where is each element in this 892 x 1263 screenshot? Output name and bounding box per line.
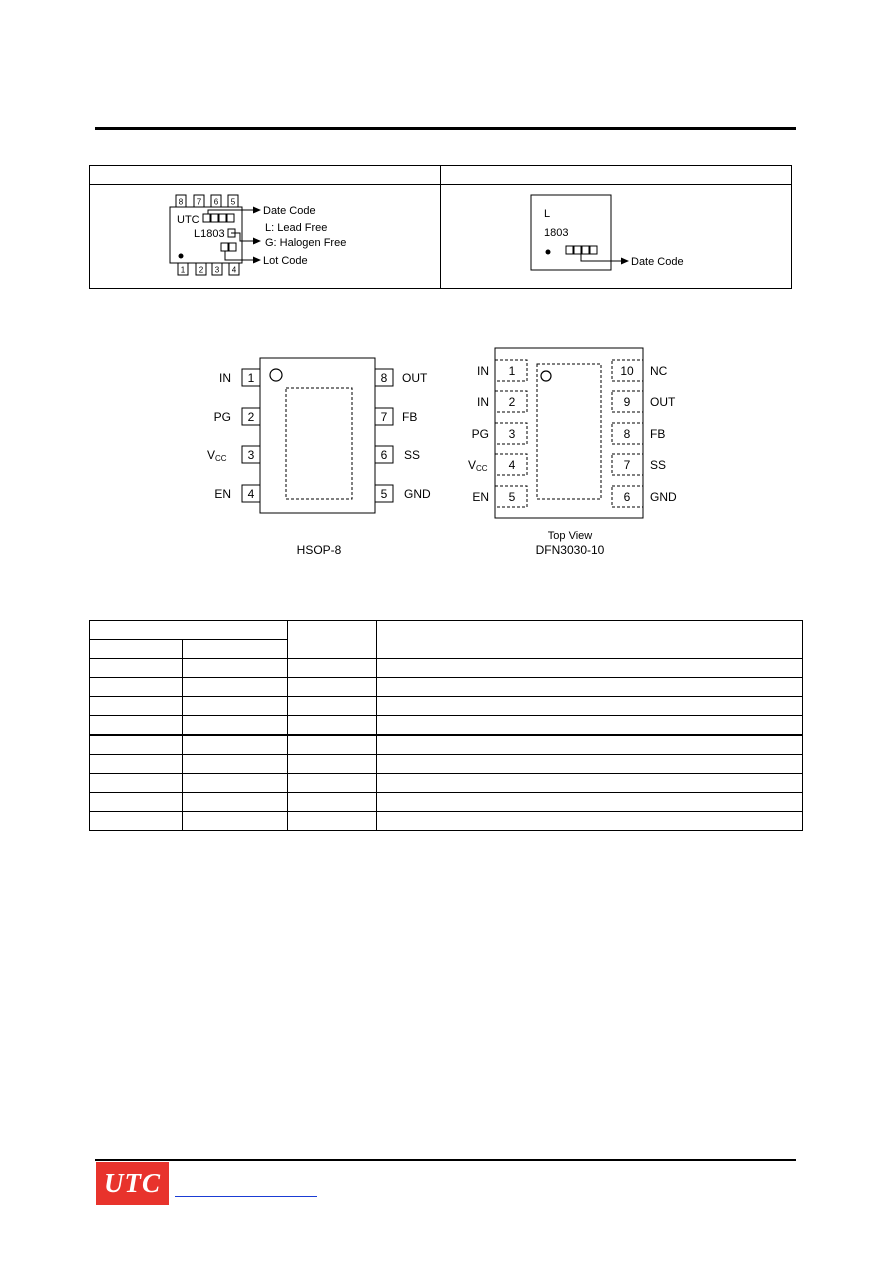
table-row	[90, 812, 803, 831]
hsop-pin-number: 4	[247, 487, 255, 501]
dfn-marking-diagram	[441, 185, 791, 283]
dfn-pin-number: 10	[620, 364, 634, 378]
hsop-marking-line1: UTC	[177, 214, 200, 226]
footer-rule	[95, 1159, 796, 1161]
dfn-pin-number: 3	[508, 427, 516, 441]
pin-table-header-dfn	[183, 640, 288, 659]
dfn-pin-name-vcc	[468, 458, 488, 473]
dfn-callout-arrowhead	[621, 258, 629, 265]
table-row	[90, 774, 803, 793]
hsop-pin-number: 2	[247, 410, 255, 424]
hsop-pin-name: OUT	[402, 371, 428, 385]
hsop8-package	[207, 358, 431, 557]
website-link[interactable]	[175, 1196, 317, 1197]
dfn-pin-number: 4	[508, 458, 516, 472]
hsop-pin-name: IN	[219, 371, 231, 385]
pin-table-header-name	[288, 621, 377, 659]
hsop-marking-line2: L1803	[194, 228, 225, 240]
table-row	[90, 793, 803, 812]
hsop-pin-name: FB	[402, 410, 418, 424]
hsop-pin-number: 8	[380, 371, 388, 385]
vcc-main: V	[207, 448, 216, 462]
pin-configuration	[0, 330, 892, 570]
callout-arrowheads	[253, 207, 261, 264]
marking-cell-dfn	[441, 185, 792, 289]
utc-logo-text: UTC	[104, 1168, 161, 1198]
marking-header-dfn	[441, 166, 792, 185]
dfn-pin-name: GND	[650, 490, 677, 504]
dfn-pin-name: SS	[650, 458, 667, 472]
hsop-top-pin: 6	[213, 197, 219, 207]
hsop-pin-number: 1	[247, 371, 255, 385]
lot-code-label: Lot Code	[263, 255, 308, 267]
dfn-marking-line2: 1803	[544, 227, 569, 239]
dfn-pin-name: NC	[650, 364, 668, 378]
table-row	[90, 735, 803, 755]
header-rule	[95, 127, 796, 130]
pin1-dot	[179, 254, 184, 259]
hsop-pin-name: EN	[214, 487, 231, 501]
pin-table-header-pinno	[90, 621, 288, 640]
hsop-pin-name: GND	[404, 487, 431, 501]
dfn3030-package	[468, 348, 677, 557]
hsop-pin-number: 5	[380, 487, 388, 501]
pin-description-table	[89, 620, 803, 831]
table-row	[90, 716, 803, 736]
hsop-top-pin: 8	[178, 197, 184, 207]
halogen-free-label: G: Halogen Free	[265, 237, 347, 249]
pin-table-header-desc	[377, 621, 803, 659]
lead-free-label: L: Lead Free	[265, 222, 328, 234]
dfn-marking-line1: L	[544, 208, 551, 220]
hsop-marking-bottom-pins	[178, 263, 239, 275]
hsop-bottom-pin: 4	[231, 265, 237, 275]
table-row	[90, 697, 803, 716]
table-row	[90, 678, 803, 697]
hsop-marking-top-pins	[176, 195, 238, 207]
dfn-date-code-label: Date Code	[631, 256, 684, 268]
dfn-pin-number: 9	[623, 395, 631, 409]
dfn-pin-name: PG	[471, 427, 489, 441]
table-row	[90, 755, 803, 774]
utc-logo	[96, 1162, 169, 1205]
dfn-pin-name: IN	[477, 364, 489, 378]
marking-table	[89, 165, 792, 289]
hsop8-caption: HSOP-8	[296, 543, 342, 557]
hsop-bottom-pin: 2	[198, 265, 204, 275]
dfn-pin-name: FB	[650, 427, 666, 441]
hsop-bottom-pin: 1	[180, 265, 186, 275]
vcc-main: V	[468, 458, 477, 472]
table-row	[90, 659, 803, 678]
pin1-dot	[546, 250, 551, 255]
dfn-pin-name: EN	[472, 490, 489, 504]
dfn-marking-body	[531, 195, 611, 270]
dfn-caption: DFN3030-10	[535, 543, 605, 557]
dfn-pin-name: OUT	[650, 395, 676, 409]
pin-table-header-hsop	[90, 640, 183, 659]
dfn-pin-number: 2	[508, 395, 516, 409]
dfn-pin-number: 7	[623, 458, 631, 472]
dfn-pin-number: 6	[623, 490, 631, 504]
dfn-pin-number: 1	[508, 364, 516, 378]
dfn-view-label: Top View	[547, 530, 593, 542]
dfn-pin-number: 5	[508, 490, 516, 504]
hsop-pin-name: SS	[404, 448, 421, 462]
hsop-top-pin: 5	[230, 197, 236, 207]
hsop-marking-diagram	[90, 185, 440, 283]
marking-cell-hsop	[90, 185, 441, 289]
hsop-pin-number: 3	[247, 448, 255, 462]
vcc-sub: CC	[476, 464, 488, 473]
hsop-pin-number: 7	[380, 410, 388, 424]
dfn-pin-number: 8	[623, 427, 631, 441]
vcc-sub: CC	[215, 454, 227, 463]
hsop-top-pin: 7	[196, 197, 202, 207]
hsop-pin-name: PG	[213, 410, 231, 424]
dfn-pin-name: IN	[477, 395, 489, 409]
date-code-label: Date Code	[263, 205, 316, 217]
hsop-bottom-pin: 3	[214, 265, 220, 275]
hsop-pin-name-vcc	[207, 448, 227, 463]
hsop-pin-number: 6	[380, 448, 388, 462]
marking-header-hsop	[90, 166, 441, 185]
